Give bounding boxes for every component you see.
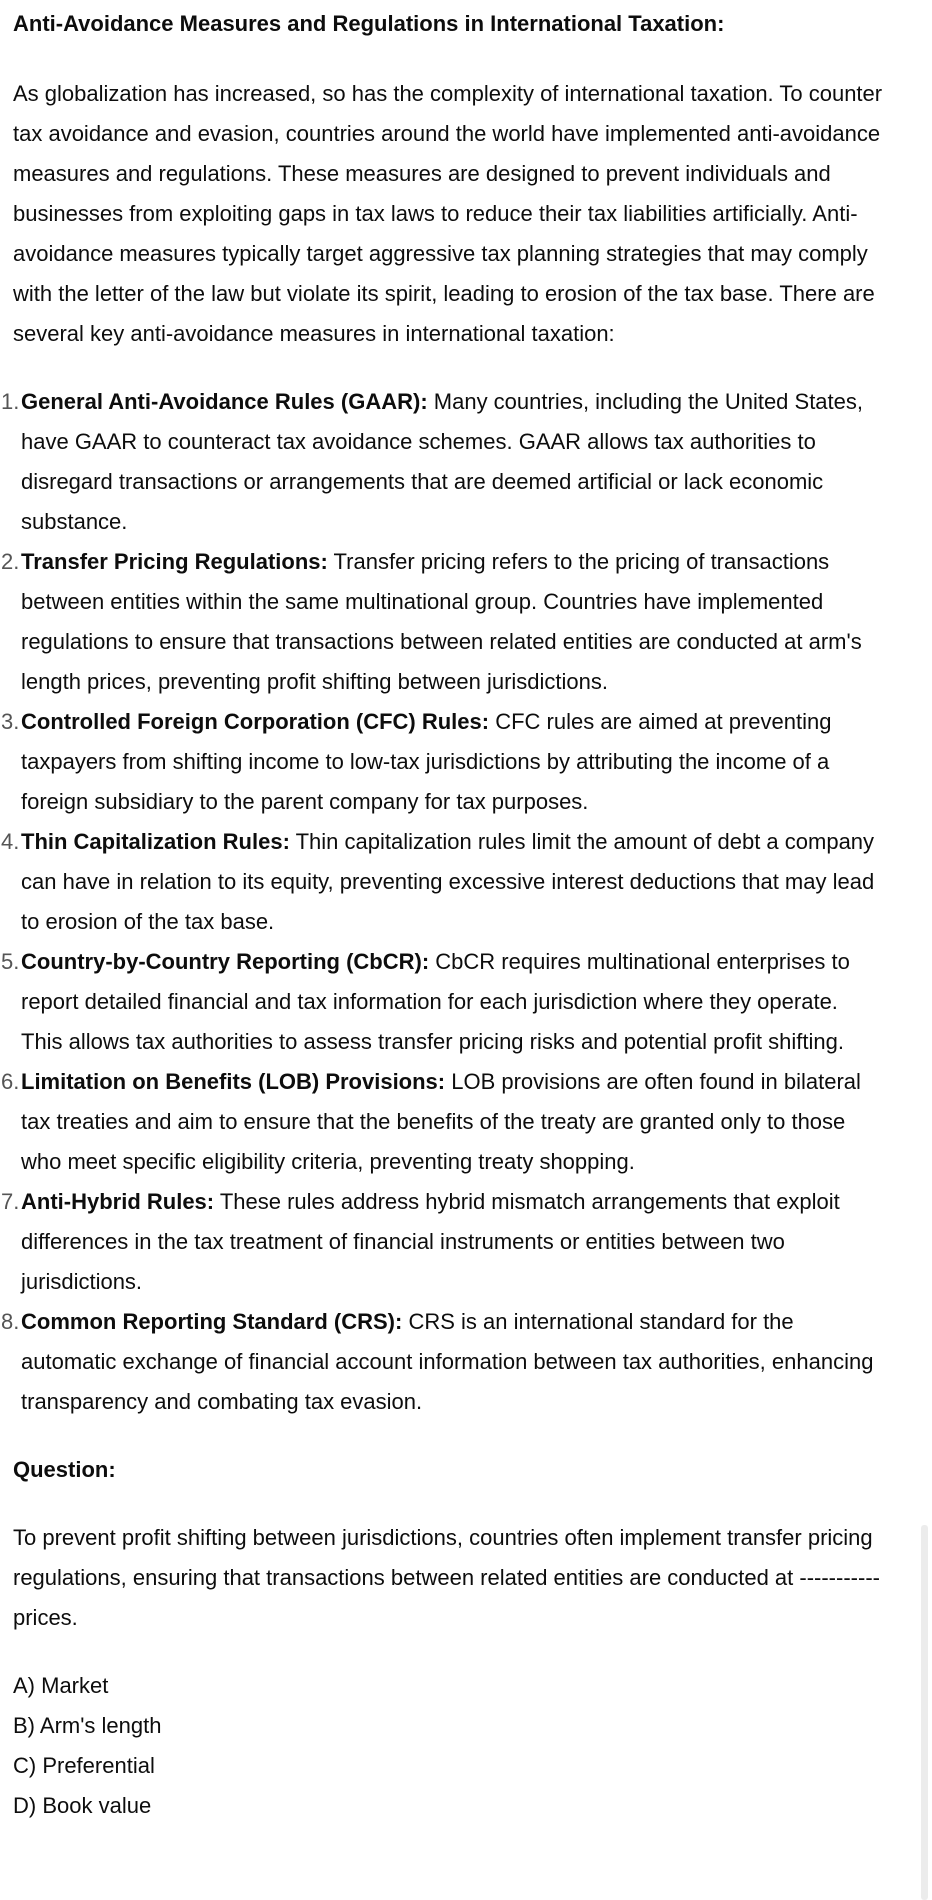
answer-options bbox=[13, 1666, 885, 1826]
answer-option: B) Arm's length bbox=[13, 1713, 162, 1738]
list-item-term: Thin Capitalization Rules: bbox=[21, 829, 290, 854]
list-item-term: Controlled Foreign Corporation (CFC) Rules: bbox=[21, 709, 490, 734]
list-item bbox=[1, 702, 885, 822]
answer-option: D) Book value bbox=[13, 1793, 152, 1818]
list-number: 7. bbox=[1, 1189, 20, 1214]
list-item-text: Transfer pricing refers to the pricing of transactions between entities within the same multinational group. Countries have implemented regulations to ensure that transactions between related entities are conducted at arm's length prices, preventing profit shifting between jurisdictions. bbox=[21, 549, 862, 694]
list-item-text: LOB provisions are often found in bilateral tax treaties and aim to ensure that the benefits of the treaty are granted only to those who meet specific eligibility criteria, preventing treaty shopping. bbox=[21, 1069, 861, 1174]
answer-option: A) Market bbox=[13, 1673, 109, 1698]
document-body bbox=[1, 0, 885, 1826]
list-item bbox=[1, 822, 885, 942]
list-number: 5. bbox=[1, 949, 20, 974]
list-number: 1. bbox=[1, 389, 20, 414]
list-item bbox=[1, 382, 885, 542]
list-item bbox=[1, 942, 885, 1062]
question-heading: Question: bbox=[13, 1457, 116, 1482]
list-item bbox=[1, 1182, 885, 1302]
list-item bbox=[1, 542, 885, 702]
list-item-term: Common Reporting Standard (CRS): bbox=[21, 1309, 403, 1334]
list-number: 4. bbox=[1, 829, 20, 854]
measures-list bbox=[1, 382, 885, 1422]
list-item-text: CFC rules are aimed at preventing taxpayers from shifting income to low-tax jurisdictions by attributing the income of a foreign subsidiary to the parent company for tax purposes. bbox=[21, 709, 832, 814]
question-text: To prevent profit shifting between jurisdictions, countries often implement transfer pricing regulations, ensuring that transactions between related entities are conducted at ----------- prices. bbox=[13, 1525, 880, 1630]
list-item-term: Anti-Hybrid Rules: bbox=[21, 1189, 215, 1214]
document-heading: Anti-Avoidance Measures and Regulations in International Taxation: bbox=[13, 11, 725, 36]
list-item-text: These rules address hybrid mismatch arrangements that exploit differences in the tax treatment of financial instruments or entities between two jurisdictions. bbox=[21, 1189, 840, 1294]
list-number: 3. bbox=[1, 709, 20, 734]
list-item-text: CRS is an international standard for the automatic exchange of financial account information between tax authorities, enhancing transparency and combating tax evasion. bbox=[21, 1309, 874, 1414]
list-item-term: Country-by-Country Reporting (CbCR): bbox=[21, 949, 430, 974]
list-item-text: Thin capitalization rules limit the amount of debt a company can have in relation to its equity, preventing excessive interest deductions that may lead to erosion of the tax base. bbox=[21, 829, 875, 934]
intro-paragraph: As globalization has increased, so has the complexity of international taxation. To counter tax avoidance and evasion, countries around the world have implemented anti-avoidance measures and regulations. These measures are designed to prevent individuals and businesses from exploiting gaps in tax laws to reduce their tax liabilities artificially. Anti-avoidance measures typically target aggressive tax planning strategies that may comply with the letter of the law but violate its spirit, leading to erosion of the tax base. There are several key anti-avoidance measures in international taxation: bbox=[13, 81, 883, 346]
list-number: 2. bbox=[1, 549, 20, 574]
list-item bbox=[1, 1302, 885, 1422]
list-item-text: Many countries, including the United States, have GAAR to counteract tax avoidance schemes. GAAR allows tax authorities to disregard transactions or arrangements that are deemed artificial or lack economic substance. bbox=[21, 389, 864, 534]
list-number: 8. bbox=[1, 1309, 20, 1334]
list-item-term: Transfer Pricing Regulations: bbox=[21, 549, 328, 574]
list-item-term: General Anti-Avoidance Rules (GAAR): bbox=[21, 389, 428, 414]
scrollbar[interactable] bbox=[921, 1525, 928, 1900]
list-item bbox=[1, 1062, 885, 1182]
list-item-text: CbCR requires multinational enterprises to report detailed financial and tax information for each jurisdiction where they operate. This allows tax authorities to assess transfer pricing risks and potential profit shifting. bbox=[21, 949, 850, 1054]
list-number: 6. bbox=[1, 1069, 20, 1094]
list-item-term: Limitation on Benefits (LOB) Provisions: bbox=[21, 1069, 446, 1094]
answer-option: C) Preferential bbox=[13, 1753, 155, 1778]
